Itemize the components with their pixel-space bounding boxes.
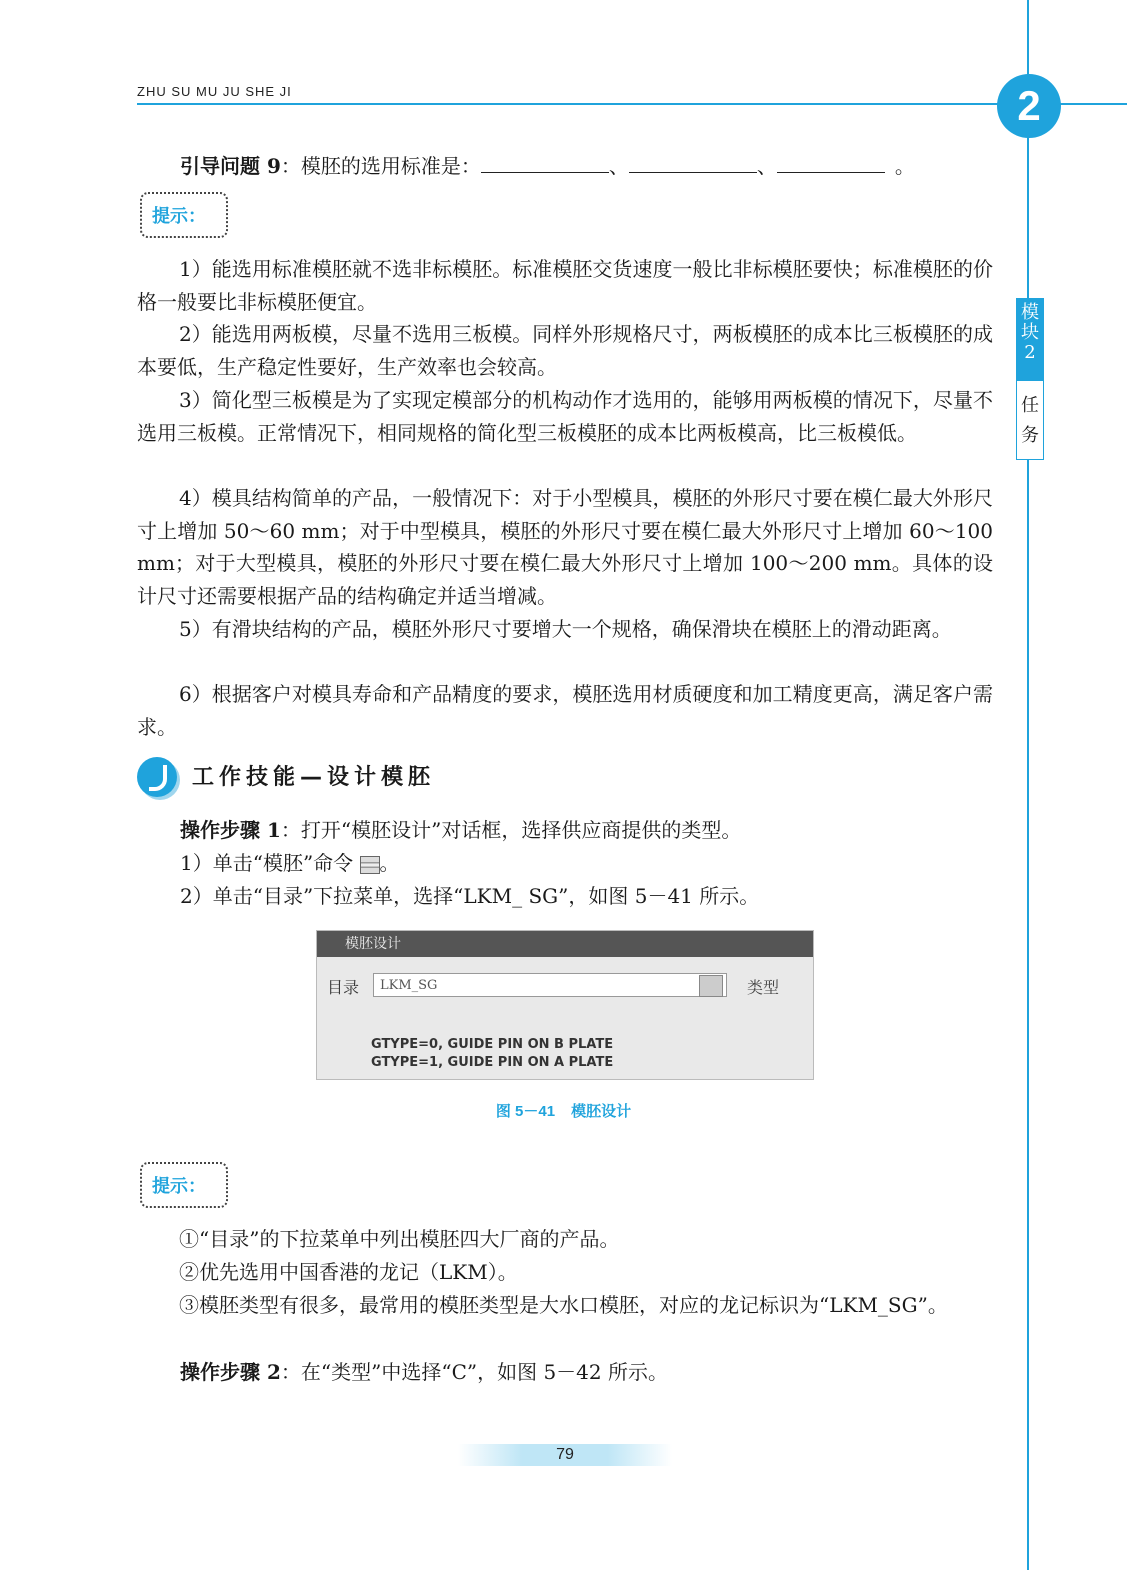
separator: 、: [756, 154, 777, 178]
tip-badge: [136, 1158, 228, 1210]
hint-text: 6）根据客户对模具寿命和产品精度的要求，模胚选用材质硬度和加工精度更高，满足客户需求。: [137, 682, 993, 739]
type-label: 类型: [747, 978, 780, 997]
note-text: ③模胚类型有很多，最常用的模胚类型是大水口模胚，对应的龙记标识为“LKM_SG”。: [179, 1293, 948, 1317]
hint-text: 2）能选用两板模，尽量不选用三板模。同样外形规格尺寸，两板模胚的成本比三板模胚的成本要低，生产稳定性要好，生产效率也会较高。: [137, 322, 993, 379]
type-option[interactable]: GTYPE=0, GUIDE PIN ON B PLATE: [371, 1037, 614, 1052]
figure-screenshot: [316, 930, 814, 1080]
hint-paragraph: [137, 613, 993, 646]
chapter-badge: 2: [997, 74, 1061, 138]
question-text: ：模胚的选用标准是：: [280, 154, 481, 178]
page-number: 79: [556, 1446, 574, 1463]
note-paragraph: [137, 1256, 993, 1289]
hint-text: 4）模具结构简单的产品，一般情况下：对于小型模具，模胚的外形尺寸要在模仁最大外形尺寸上增加 50～60 mm；对于中型模具，模胚的外形尺寸要在模仁最大外形尺寸上增加 60～100 mm；对于大型模具，模胚的外形尺寸要在模仁最大外形尺寸上增加 100～200 mm。具体的设计尺寸还需要根据产品的结构确定并适当增减。: [137, 486, 993, 608]
step-text: ：打开“模胚设计”对话框，选择供应商提供的类型。: [280, 818, 742, 842]
guide-question: [180, 150, 915, 179]
caption-number: 图 5－41: [495, 1103, 556, 1120]
type-option[interactable]: GTYPE=1, GUIDE PIN ON A PLATE: [371, 1055, 614, 1070]
section-heading: 工作技能—设计模胚: [192, 765, 436, 790]
answer-blank-3: [777, 152, 885, 173]
step-1-sub-1: [180, 847, 400, 876]
hint-paragraph: [137, 318, 993, 383]
mold-base-command-icon: [360, 856, 380, 874]
note-text: ①“目录”的下拉菜单中列出模胚四大厂商的产品。: [179, 1227, 620, 1251]
tip-label: 提示：: [152, 1176, 206, 1196]
skill-icon: [137, 757, 177, 797]
answer-blank-2: [629, 152, 757, 173]
side-tab: [1016, 298, 1044, 460]
step-sub-text: 1）单击“模胚”命令: [180, 851, 354, 875]
note-text: ②优先选用中国香港的龙记（LKM）。: [179, 1260, 518, 1284]
step-text: ：在“类型”中选择“C”，如图 5－42 所示。: [280, 1360, 668, 1384]
catalog-dropdown[interactable]: LKM_SG: [373, 973, 727, 997]
separator: 、: [608, 154, 629, 178]
sentence-end: 。: [379, 851, 400, 875]
side-tab-module: 模块2: [1017, 299, 1043, 381]
step-label: 操作步骤 1: [180, 818, 281, 842]
dropdown-arrow-icon[interactable]: [699, 975, 723, 997]
step-1-sub-2: 2）单击“目录”下拉菜单，选择“LKM_ SG”，如图 5－41 所示。: [180, 884, 760, 908]
step-2: [180, 1356, 668, 1385]
header-rule: [137, 103, 1127, 105]
note-paragraph: [137, 1289, 993, 1322]
step-label: 操作步骤 2: [180, 1360, 281, 1384]
step-1: [180, 814, 741, 843]
question-label: 引导问题 9: [180, 154, 281, 178]
hint-text: 5）有滑块结构的产品，模胚外形尺寸要增大一个规格，确保滑块在模胚上的滑动距离。: [179, 617, 952, 641]
hint-text: 3）简化型三板模是为了实现定模部分的机构动作才选用的，能够用两板模的情况下，尽量不选用三板模。正常情况下，相同规格的简化型三板模胚的成本比两板模高，比三板模低。: [137, 388, 993, 445]
hint-paragraph: [137, 678, 993, 743]
hint-paragraph: [137, 482, 993, 612]
dialog-title: 模胚设计: [317, 931, 813, 957]
caption-text: 模胚设计: [571, 1103, 632, 1120]
hint-paragraph: [137, 253, 993, 318]
note-paragraph: [137, 1223, 993, 1256]
sentence-end: 。: [894, 154, 915, 178]
tip-badge: [136, 188, 228, 240]
catalog-label: 目录: [327, 978, 360, 997]
answer-blank-1: [481, 152, 609, 173]
side-tab-task: 任务: [1021, 395, 1039, 446]
margin-rule: [1027, 0, 1029, 1570]
hint-paragraph: [137, 384, 993, 449]
running-header: ZHU SU MU JU SHE JI: [137, 84, 292, 99]
figure-caption: [0, 1100, 1127, 1121]
hint-text: 1）能选用标准模胚就不选非标模胚。标准模胚交货速度一般比非标模胚要快；标准模胚的价格一般要比非标模胚便宜。: [137, 257, 993, 314]
tip-label: 提示：: [152, 206, 206, 226]
